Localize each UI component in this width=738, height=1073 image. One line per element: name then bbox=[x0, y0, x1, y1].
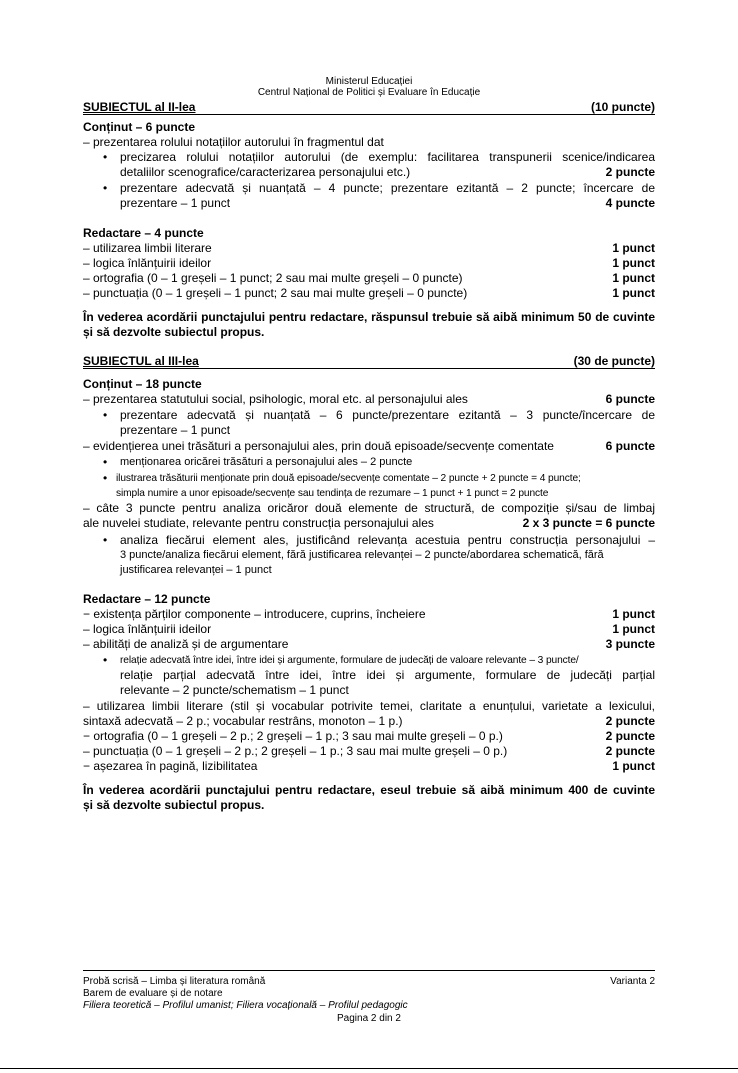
subject-3-note-line-2: și să dezvolte subiectul propus. bbox=[83, 798, 265, 812]
criterion-points: 2 puncte bbox=[605, 714, 655, 728]
subject-2-title: SUBIECTUL al II-lea bbox=[83, 100, 196, 114]
subject-3-title: SUBIECTUL al III-lea bbox=[83, 354, 199, 368]
criterion-points: 1 punct bbox=[612, 607, 655, 621]
subject-3-redactare-row bbox=[83, 622, 655, 637]
subject-3-c3-bullet-line-2: 3 puncte/analiza fiecărui element, fără justificarea relevanței – 2 puncte/abordarea schematică, fără bbox=[120, 549, 604, 561]
header-center: Centrul Național de Politici și Evaluare în Educație bbox=[257, 87, 481, 98]
criterion-text: – abilități de analiză și de argumentare bbox=[83, 637, 289, 651]
subject-3-criterion-3-line-1: – câte 3 puncte pentru analiza oricăror două elemente de structură, de compoziție și/sau de limbaj bbox=[83, 501, 655, 515]
subject-2-note-line-2: și să dezvolte subiectul propus. bbox=[83, 325, 265, 339]
bullet-icon: • bbox=[103, 653, 108, 667]
footer-page-number: Pagina 2 din 2 bbox=[337, 1013, 401, 1024]
subject-3-r3-bullet-line-1: relație adecvată între idei, între idei și argumente, formulare de judecăți de valoare relevante – 3 puncte/ bbox=[120, 655, 579, 666]
criterion-text: – punctuația (0 – 1 greșeli – 1 punct; 2 sau mai multe greșeli – 0 puncte) bbox=[83, 286, 468, 300]
footer-row-1 bbox=[83, 976, 655, 987]
footer-barem: Barem de evaluare și de notare bbox=[83, 988, 223, 999]
subject-2-bullet-2-line-1: prezentare adecvată și nuanțată – 4 puncte; prezentare ezitantă – 2 puncte; încercare de bbox=[120, 181, 655, 195]
subject-2-content-line: – prezentarea rolului notațiilor autorului în fragmentul dat bbox=[83, 135, 384, 149]
subject-2-bullet-1-points: 2 puncte bbox=[605, 165, 655, 179]
subject-3-redactare-row bbox=[83, 759, 655, 774]
criterion-text: sintaxă adecvată – 2 p.; vocabular restrâns, monoton – 1 p.) bbox=[83, 714, 403, 728]
criterion-points: 6 puncte bbox=[605, 392, 655, 406]
criterion-points: 2 puncte bbox=[605, 744, 655, 758]
subject-3-redactare-row bbox=[83, 637, 655, 652]
subject-2-redactare-row bbox=[83, 241, 655, 256]
subject-3-criterion-3-line-2 bbox=[83, 516, 655, 531]
subject-3-note-line-1: În vederea acordării punctajului pentru redactare, eseul trebuie să aibă minimum 400 de cuvinte bbox=[83, 783, 655, 797]
subject-2-bullet-2-text: prezentare – 1 punct bbox=[120, 196, 231, 210]
subject-2-redactare-row bbox=[83, 286, 655, 301]
criterion-text: – utilizarea limbii literare bbox=[83, 241, 212, 255]
subject-3-redactare-row bbox=[83, 607, 655, 622]
subject-2-bullet-1-text: detaliilor scenografice/caracterizarea personajului etc.) bbox=[120, 165, 411, 179]
subject-3-redactare-row bbox=[83, 744, 655, 759]
subject-3-c3-bullet-line-3: justificarea relevanței – 1 punct bbox=[120, 564, 272, 576]
criterion-points: 2 puncte bbox=[605, 729, 655, 743]
subject-2-bullet-1-line-1: precizarea rolului notațiilor autorului (de exemplu: facilitarea transpunerii scenice/indicarea bbox=[120, 150, 655, 164]
subject-3-points: (30 de puncte) bbox=[573, 354, 655, 368]
bullet-icon: • bbox=[103, 471, 108, 485]
criterion-points: 1 punct bbox=[612, 622, 655, 636]
criterion-text: – prezentarea statutului social, psihologic, moral etc. al personajului ales bbox=[83, 392, 468, 406]
subject-3-criterion-2 bbox=[83, 439, 655, 454]
criterion-text: ale nuvelei studiate, relevante pentru construcția personajului ales bbox=[83, 516, 434, 530]
subject-3-c2-bullet-2-line-2: simpla numire a unor episoade/secvențe sau tendința de rezumare – 1 punct + 1 punct = 2 puncte bbox=[116, 488, 549, 499]
footer-divider bbox=[83, 970, 655, 971]
subject-3-c3-bullet-line-1: analiza fiecărui element ales, justificând relevanța acestuia pentru construcția personajului – bbox=[120, 533, 655, 547]
subject-2-content-heading: Conținut – 6 puncte bbox=[83, 120, 195, 134]
criterion-points: 1 punct bbox=[612, 286, 655, 300]
subject-3-r3-bullet-line-3: relevante – 2 puncte/schematism – 1 punct bbox=[120, 683, 349, 697]
subject-3-c2-bullet-2-line-1: ilustrarea trăsăturii menționate prin două episoade/secvențe comentate – 2 puncte + 2 puncte = 4 puncte; bbox=[116, 473, 581, 484]
bullet-icon: • bbox=[103, 150, 108, 164]
subject-2-heading bbox=[83, 101, 655, 115]
subject-3-heading bbox=[83, 355, 655, 369]
criterion-points: 1 punct bbox=[612, 271, 655, 285]
subject-3-content-heading: Conținut – 18 puncte bbox=[83, 377, 202, 391]
footer-exam: Probă scrisă – Limba și literatura română bbox=[83, 976, 266, 987]
subject-3-redactare-row bbox=[83, 714, 655, 729]
subject-3-c2-bullet-1: menționarea oricărei trăsături a personajului ales – 2 puncte bbox=[120, 456, 413, 468]
subject-3-redactare-row bbox=[83, 729, 655, 744]
footer-filiera: Filiera teoretică – Profilul umanist; Filiera vocațională – Profilul pedagogic bbox=[83, 1000, 408, 1011]
subject-3-redactare-r4-line-1: – utilizarea limbii literare (stil și vocabular potrivite temei, claritate a enunțului, varietate a lexicului, bbox=[83, 699, 655, 713]
page-bottom-border bbox=[0, 1068, 738, 1069]
subject-3-criterion-1 bbox=[83, 392, 655, 407]
bullet-icon: • bbox=[103, 533, 108, 547]
subject-2-bullet-2-points: 4 puncte bbox=[605, 196, 655, 210]
subject-2-redactare-row bbox=[83, 256, 655, 271]
subject-2-redactare-heading: Redactare – 4 puncte bbox=[83, 226, 204, 240]
criterion-text: – punctuația (0 – 1 greșeli – 2 p.; 2 greșeli – 1 p.; 3 sau mai multe greșeli – 0 p.) bbox=[83, 744, 508, 758]
criterion-points: 2 x 3 puncte = 6 puncte bbox=[522, 516, 655, 530]
criterion-text: – logica înlănțuirii ideilor bbox=[83, 256, 212, 270]
criterion-points: 1 punct bbox=[612, 759, 655, 773]
criterion-text: – ortografia (0 – 1 greșeli – 1 punct; 2 sau mai multe greșeli – 0 puncte) bbox=[83, 271, 463, 285]
bullet-icon: • bbox=[103, 455, 108, 469]
criterion-points: 6 puncte bbox=[605, 439, 655, 453]
subject-2-points: (10 puncte) bbox=[590, 100, 655, 114]
subject-3-r3-bullet-line-2: relație parțial adecvată între idei, între idei și argumente, formulare de judecăți parțial bbox=[120, 668, 655, 682]
subject-2-bullet-1-line-2 bbox=[120, 165, 655, 180]
subject-3-redactare-heading: Redactare – 12 puncte bbox=[83, 592, 211, 606]
criterion-points: 1 punct bbox=[612, 241, 655, 255]
bullet-icon: • bbox=[103, 181, 108, 195]
criterion-text: − existența părților componente – introducere, cuprins, încheiere bbox=[83, 607, 426, 621]
subject-2-note-line-1: În vederea acordării punctajului pentru redactare, răspunsul trebuie să aibă minimum 50 de cuvinte bbox=[83, 310, 655, 324]
criterion-points: 3 puncte bbox=[605, 637, 655, 651]
criterion-text: − așezarea în pagină, lizibilitatea bbox=[83, 759, 258, 773]
subject-2-bullet-2-line-2 bbox=[120, 196, 655, 211]
criterion-text: − ortografia (0 – 1 greșeli – 2 p.; 2 greșeli – 1 p.; 3 sau mai multe greșeli – 0 p.) bbox=[83, 729, 503, 743]
bullet-icon: • bbox=[103, 408, 108, 422]
subject-2-redactare-row bbox=[83, 271, 655, 286]
header-ministry: Ministerul Educației bbox=[325, 76, 413, 87]
criterion-text: – logica înlănțuirii ideilor bbox=[83, 622, 212, 636]
criterion-points: 1 punct bbox=[612, 256, 655, 270]
footer-variant: Varianta 2 bbox=[610, 976, 655, 987]
subject-3-c1-bullet-line-2: prezentare – 1 punct bbox=[120, 423, 231, 437]
criterion-text: – evidențierea unei trăsături a personajului ales, prin două episoade/secvențe comentate bbox=[83, 439, 554, 453]
subject-3-c1-bullet-line-1: prezentare adecvată și nuanțată – 6 puncte/prezentare ezitantă – 3 puncte/încercare de bbox=[120, 408, 655, 422]
